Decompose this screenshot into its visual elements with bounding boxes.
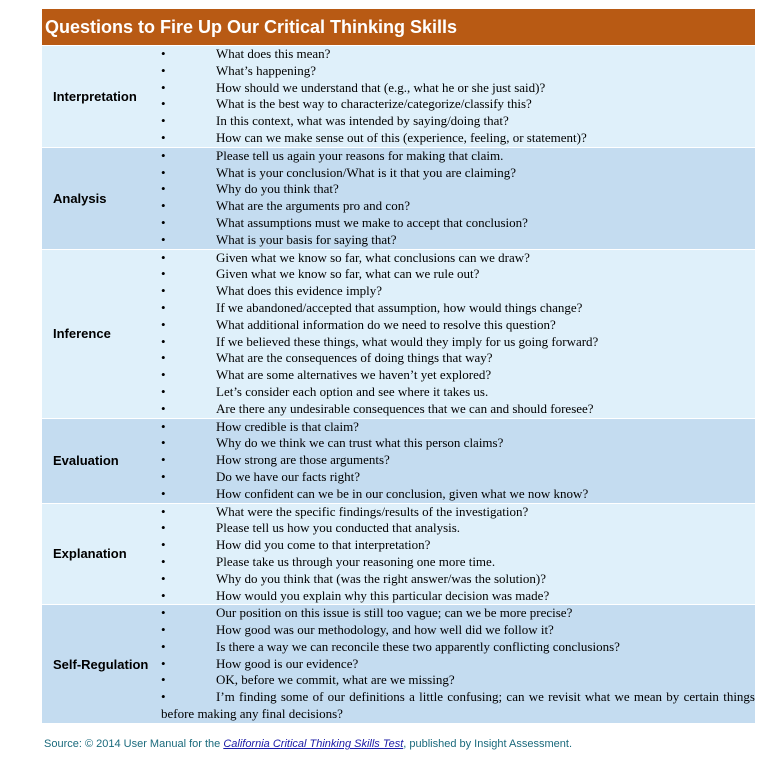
bullet-icon: • — [161, 622, 166, 638]
question-text: What are the arguments pro and con? — [216, 198, 410, 214]
bullet-icon: • — [161, 418, 166, 434]
question-item — [161, 672, 755, 689]
bullet-icon: • — [161, 333, 166, 349]
source-suffix: , published by Insight Assessment. — [403, 738, 573, 750]
bullet-icon: • — [161, 79, 166, 95]
question-list — [161, 419, 755, 503]
section-row — [42, 418, 755, 503]
bullet-icon: • — [161, 367, 166, 383]
question-item — [161, 148, 755, 165]
question-list — [161, 250, 755, 418]
table-title: Questions to Fire Up Our Critical Thinking Skills — [42, 9, 755, 45]
question-item — [161, 435, 755, 452]
question-text: What are some alternatives we haven’t yet explored? — [216, 367, 492, 383]
question-list — [161, 148, 755, 249]
question-item — [161, 266, 755, 283]
question-item — [161, 96, 755, 113]
question-cell — [160, 147, 755, 249]
question-item — [161, 469, 755, 486]
question-text: Given what we know so far, what conclusions can we draw? — [216, 249, 530, 265]
question-text: What is the best way to characterize/categorize/classify this? — [216, 96, 532, 112]
questions-table — [42, 45, 755, 723]
question-text: What does this mean? — [216, 46, 331, 61]
question-text: Our position on this issue is still too vague; can we be more precise? — [216, 605, 573, 621]
question-list — [161, 504, 755, 605]
question-item — [161, 367, 755, 384]
bullet-icon: • — [161, 181, 166, 197]
question-text: Please tell us again your reasons for making that claim. — [216, 147, 504, 163]
question-text: What is your basis for saying that? — [216, 231, 397, 247]
question-text: How can we make sense out of this (experience, feeling, or statement)? — [216, 129, 587, 145]
question-item — [161, 113, 755, 130]
bullet-icon: • — [161, 383, 166, 399]
question-text: What additional information do we need to resolve this question? — [216, 316, 556, 332]
question-text: What is your conclusion/What is it that you are claiming? — [216, 164, 517, 180]
bullet-icon: • — [161, 129, 166, 145]
question-item — [161, 384, 755, 401]
question-item — [161, 588, 755, 605]
question-text: What were the specific findings/results of the investigation? — [216, 503, 529, 519]
bullet-icon: • — [161, 62, 166, 78]
bullet-icon: • — [161, 570, 166, 586]
question-item — [161, 165, 755, 182]
question-cell — [160, 46, 755, 148]
category-label: Evaluation — [42, 418, 160, 503]
question-text: Let’s consider each option and see where it takes us. — [216, 383, 489, 399]
question-cell — [160, 249, 755, 418]
question-text: What assumptions must we make to accept that conclusion? — [216, 214, 528, 230]
question-text: I’m finding some of our definitions a little confusing; can we revisit what we mean by certain things before making any final decisions? — [161, 689, 755, 722]
bullet-icon: • — [161, 266, 166, 282]
bullet-icon: • — [161, 452, 166, 468]
question-list — [161, 46, 755, 147]
question-text: How did you come to that interpretation? — [216, 537, 431, 553]
category-label: Explanation — [42, 503, 160, 605]
question-item — [161, 317, 755, 334]
question-item — [161, 554, 755, 571]
question-item — [161, 46, 755, 63]
question-text: How good is our evidence? — [216, 655, 359, 671]
bullet-icon: • — [161, 520, 166, 536]
question-item — [161, 537, 755, 554]
question-item — [161, 504, 755, 521]
question-item — [161, 198, 755, 215]
question-item — [161, 350, 755, 367]
questions-table-container — [42, 9, 755, 723]
bullet-icon: • — [161, 553, 166, 569]
question-item — [161, 130, 755, 147]
bullet-icon: • — [161, 46, 166, 61]
bullet-icon: • — [161, 638, 166, 654]
bullet-icon: • — [161, 283, 166, 299]
bullet-icon: • — [161, 672, 166, 688]
question-text: Why do we think we can trust what this person claims? — [216, 435, 504, 451]
bullet-icon: • — [161, 96, 166, 112]
question-item — [161, 181, 755, 198]
question-item — [161, 689, 755, 723]
bullet-icon: • — [161, 655, 166, 671]
bullet-icon: • — [161, 400, 166, 416]
question-text: Why do you think that (was the right answer/was the solution)? — [216, 570, 546, 586]
question-item — [161, 486, 755, 503]
category-label: Inference — [42, 249, 160, 418]
question-item — [161, 283, 755, 300]
bullet-icon: • — [161, 113, 166, 129]
question-item — [161, 250, 755, 267]
question-list — [161, 605, 755, 723]
question-text: If we believed these things, what would they imply for us going forward? — [216, 333, 599, 349]
question-text: How would you explain why this particular decision was made? — [216, 587, 550, 603]
question-text: Please take us through your reasoning one more time. — [216, 553, 496, 569]
bullet-icon: • — [161, 537, 166, 553]
question-cell — [160, 418, 755, 503]
question-item — [161, 520, 755, 537]
bullet-icon: • — [161, 249, 166, 265]
question-text: How credible is that claim? — [216, 418, 359, 434]
question-text: In this context, what was intended by saying/doing that? — [216, 113, 509, 129]
bullet-icon: • — [161, 214, 166, 230]
bullet-icon: • — [161, 689, 166, 705]
question-text: Do we have our facts right? — [216, 468, 361, 484]
section-row — [42, 46, 755, 148]
question-text: How strong are those arguments? — [216, 452, 390, 468]
source-citation — [44, 738, 572, 750]
question-text: If we abandoned/accepted that assumption, how would things change? — [216, 299, 583, 315]
question-text: Are there any undesirable consequences that we can and should foresee? — [216, 400, 594, 416]
question-item — [161, 401, 755, 418]
section-row — [42, 249, 755, 418]
source-link[interactable]: California Critical Thinking Skills Test — [223, 738, 404, 750]
category-label: Self-Regulation — [42, 605, 160, 723]
bullet-icon: • — [161, 605, 166, 621]
section-row — [42, 605, 755, 723]
question-item — [161, 215, 755, 232]
question-item — [161, 452, 755, 469]
question-text: Why do you think that? — [216, 181, 339, 197]
bullet-icon: • — [161, 468, 166, 484]
bullet-icon: • — [161, 299, 166, 315]
question-text: Is there a way we can reconcile these two apparently conflicting conclusions? — [216, 638, 620, 654]
category-label: Interpretation — [42, 46, 160, 148]
question-item — [161, 300, 755, 317]
question-text: Given what we know so far, what can we rule out? — [216, 266, 480, 282]
bullet-icon: • — [161, 435, 166, 451]
question-text: What’s happening? — [216, 62, 316, 78]
section-row — [42, 503, 755, 605]
question-item — [161, 80, 755, 97]
bullet-icon: • — [161, 503, 166, 519]
question-item — [161, 419, 755, 436]
bullet-icon: • — [161, 316, 166, 332]
question-text: What are the consequences of doing things that way? — [216, 350, 493, 366]
question-cell — [160, 605, 755, 723]
section-row — [42, 147, 755, 249]
question-text: OK, before we commit, what are we missing? — [216, 672, 455, 688]
bullet-icon: • — [161, 231, 166, 247]
bullet-icon: • — [161, 587, 166, 603]
question-item — [161, 605, 755, 622]
question-item — [161, 639, 755, 656]
source-prefix: Source: © 2014 User Manual for the — [44, 738, 224, 750]
question-cell — [160, 503, 755, 605]
bullet-icon: • — [161, 485, 166, 501]
question-item — [161, 656, 755, 673]
question-text: What does this evidence imply? — [216, 283, 383, 299]
question-item — [161, 232, 755, 249]
question-item — [161, 571, 755, 588]
question-item — [161, 622, 755, 639]
question-text: How good was our methodology, and how well did we follow it? — [216, 622, 554, 638]
question-text: Please tell us how you conducted that analysis. — [216, 520, 461, 536]
bullet-icon: • — [161, 198, 166, 214]
question-text: How should we understand that (e.g., what he or she just said)? — [216, 79, 546, 95]
bullet-icon: • — [161, 350, 166, 366]
bullet-icon: • — [161, 164, 166, 180]
question-text: How confident can we be in our conclusion, given what we now know? — [216, 485, 589, 501]
category-label: Analysis — [42, 147, 160, 249]
question-item — [161, 63, 755, 80]
question-item — [161, 334, 755, 351]
bullet-icon: • — [161, 147, 166, 163]
